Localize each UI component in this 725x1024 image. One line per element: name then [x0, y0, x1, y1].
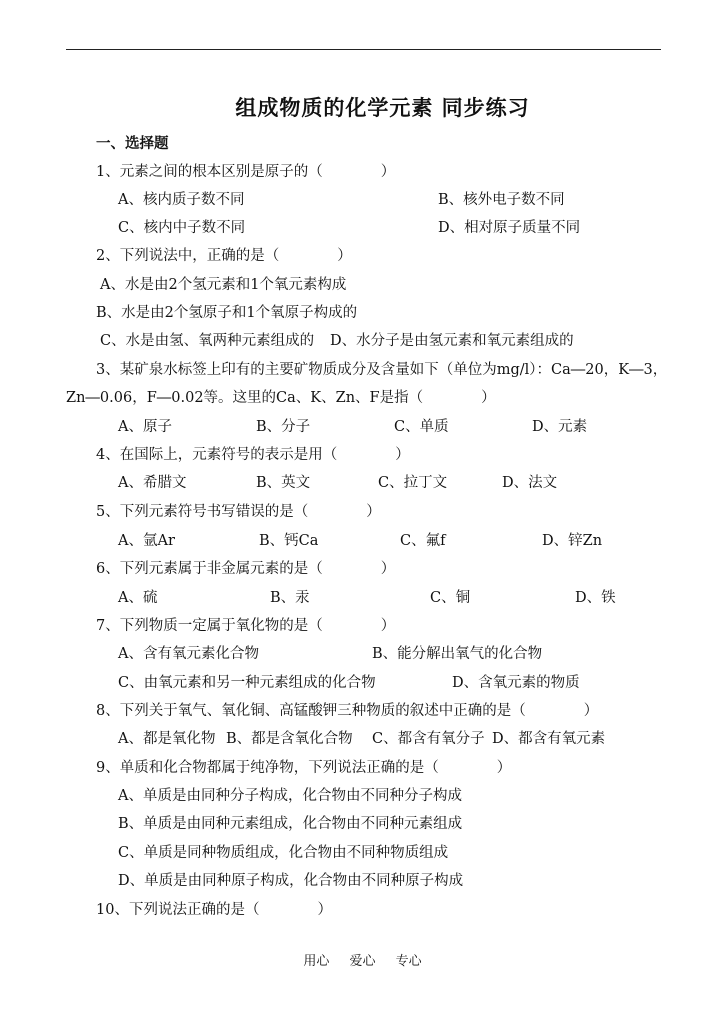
- q6-option-c: C、铜: [430, 590, 471, 606]
- question-3-line1: 3、某矿泉水标签上印有的主要矿物质成分及含量如下（单位为mg/l）：Ca―20，K―3，: [96, 362, 668, 378]
- question-3-line2: Zn―0.06，F―0.02等。这里的Ca、K、Zn、F是指（ ）: [66, 390, 496, 406]
- q2-option-d: D、水分子是由氢元素和氧元素组成的: [330, 333, 574, 349]
- q7-option-d: D、含氧元素的物质: [452, 675, 580, 691]
- q8-option-c: C、都含有氧分子: [372, 731, 485, 747]
- question-4: 4、在国际上，元素符号的表示是用（ ）: [96, 447, 410, 463]
- q3-option-c: C、单质: [394, 419, 449, 435]
- question-9: 9、单质和化合物都属于纯净物，下列说法正确的是（ ）: [96, 760, 512, 776]
- footer-word-1: 用心: [303, 954, 330, 969]
- q5-option-d: D、锌Zn: [542, 533, 603, 549]
- q8-option-a: A、都是氧化物: [118, 731, 216, 747]
- page-footer: [0, 950, 725, 969]
- page-title: 组成物质的化学元素 同步练习: [235, 95, 530, 120]
- q1-option-b: B、核外电子数不同: [438, 192, 565, 208]
- q7-option-c: C、由氧元素和另一种元素组成的化合物: [118, 675, 376, 691]
- footer-word-3: 专心: [395, 954, 422, 969]
- q1-option-c: C、核内中子数不同: [118, 220, 246, 236]
- header-rule: [66, 49, 661, 50]
- q9-option-a: A、单质是由同种分子构成，化合物由不同种分子构成: [118, 788, 462, 804]
- q9-option-c: C、单质是同种物质组成，化合物由不同种物质组成: [118, 845, 449, 861]
- q5-option-b: B、钙Ca: [259, 533, 319, 549]
- q9-option-b: B、单质是由同种元素组成，化合物由不同种元素组成: [118, 816, 463, 832]
- question-6: 6、下列元素属于非金属元素的是（ ）: [96, 561, 396, 577]
- q6-option-b: B、汞: [270, 590, 310, 606]
- q2-option-b: B、水是由2个氢原子和1个氧原子构成的: [96, 305, 358, 321]
- question-2: 2、下列说法中，正确的是（ ）: [96, 248, 352, 264]
- q8-option-d: D、都含有氧元素: [492, 731, 606, 747]
- q4-option-a: A、希腊文: [118, 475, 187, 491]
- q6-option-a: A、硫: [118, 590, 158, 606]
- q3-option-a: A、原子: [118, 419, 172, 435]
- q2-option-a: A、水是由2个氢元素和1个氧元素构成: [100, 277, 347, 293]
- q4-option-d: D、法文: [502, 475, 558, 491]
- q6-option-d: D、铁: [575, 590, 616, 606]
- q4-option-b: B、英文: [256, 475, 311, 491]
- q5-option-c: C、氟f: [400, 533, 446, 549]
- question-10: 10、下列说法正确的是（ ）: [96, 902, 332, 918]
- q2-option-c: C、水是由氢、氧两种元素组成的: [100, 333, 315, 349]
- footer-word-2: 爱心: [349, 954, 376, 969]
- question-1: 1、元素之间的根本区别是原子的（ ）: [96, 164, 396, 180]
- q1-option-d: D、相对原子质量不同: [438, 220, 581, 236]
- q5-option-a: A、氩Ar: [118, 533, 175, 549]
- q3-option-d: D、元素: [532, 419, 588, 435]
- question-7: 7、下列物质一定属于氧化物的是（ ）: [96, 618, 396, 634]
- q4-option-c: C、拉丁文: [378, 475, 448, 491]
- question-5: 5、下列元素符号书写错误的是（ ）: [96, 504, 381, 520]
- q8-option-b: B、都是含氧化合物: [226, 731, 353, 747]
- q1-option-a: A、核内质子数不同: [118, 192, 245, 208]
- question-8: 8、下列关于氧气、氧化铜、高锰酸钾三种物质的叙述中正确的是（ ）: [96, 703, 599, 719]
- q7-option-b: B、能分解出氧气的化合物: [372, 646, 543, 662]
- q7-option-a: A、含有氧元素化合物: [118, 646, 259, 662]
- q3-option-b: B、分子: [256, 419, 311, 435]
- q9-option-d: D、单质是由同种原子构成，化合物由不同种原子构成: [118, 873, 464, 889]
- section-heading: 一、选择题: [96, 135, 169, 152]
